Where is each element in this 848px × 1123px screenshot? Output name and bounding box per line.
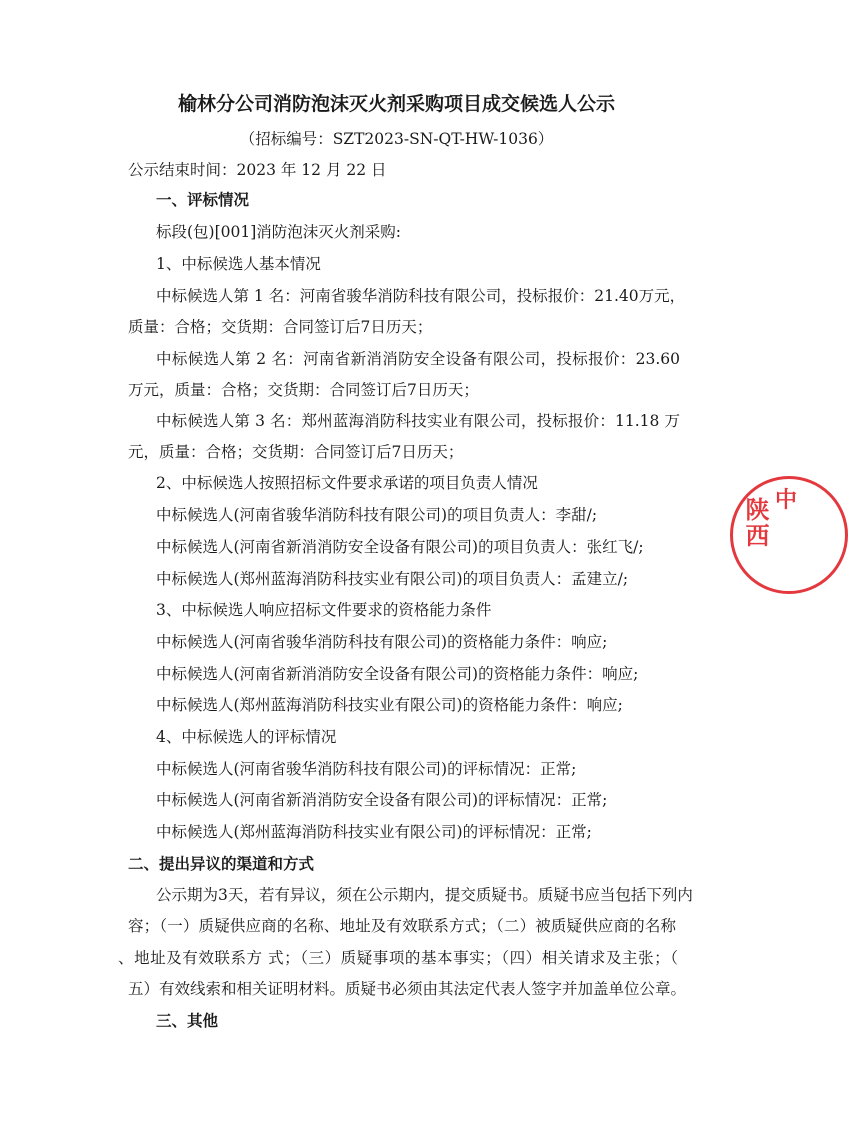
evaluation-2: 中标候选人(河南省新消消防安全设备有限公司)的评标情况：正常; [156, 791, 608, 809]
project-manager-3: 中标候选人(郑州蓝海消防科技实业有限公司)的项目负责人：孟建立/; [156, 570, 629, 588]
objection-line-2: 容；（一）质疑供应商的名称、地址及有效联系方式；（二）被质疑供应商的名称 [128, 917, 676, 935]
candidate-3-line-2: 元，质量：合格；交货期：合同签订后7日历天； [128, 443, 464, 461]
section-heading-other: 三、其他 [156, 1012, 219, 1030]
candidate-3-line-1: 中标候选人第 3 名：郑州蓝海消防科技实业有限公司，投标报价：11.18 万 [156, 412, 680, 430]
project-manager-2: 中标候选人(河南省新消消防安全设备有限公司)的项目负责人：张红飞/; [156, 538, 644, 556]
subheading-basic-info: 1、中标候选人基本情况 [156, 255, 321, 273]
project-manager-1: 中标候选人(河南省骏华消防科技有限公司)的项目负责人：李甜/; [156, 506, 598, 524]
lot-line: 标段(包)[001]消防泡沫灭火剂采购: [156, 223, 401, 241]
qualification-2: 中标候选人(河南省新消消防安全设备有限公司)的资格能力条件：响应; [156, 665, 639, 683]
subheading-qualification: 3、中标候选人响应招标文件要求的资格能力条件 [156, 601, 492, 619]
subheading-evaluation-status: 4、中标候选人的评标情况 [156, 728, 337, 746]
objection-line-4: 五）有效线索和相关证明材料。质疑书必须由其法定代表人签字并加盖单位公章。 [128, 980, 687, 998]
qualification-3: 中标候选人(郑州蓝海消防科技实业有限公司)的资格能力条件：响应; [156, 696, 623, 714]
evaluation-1: 中标候选人(河南省骏华消防科技有限公司)的评标情况：正常; [156, 760, 577, 778]
candidate-1-line-1: 中标候选人第 1 名：河南省骏华消防科技有限公司，投标报价：21.40万元， [156, 287, 686, 305]
section-heading-evaluation: 一、评标情况 [156, 191, 250, 209]
objection-line-1: 公示期为3天，若有异议，须在公示期内，提交质疑书。质疑书应当包括下列内 [156, 886, 693, 904]
section-heading-objection: 二、提出异议的渠道和方式 [128, 855, 315, 873]
candidate-1-line-2: 质量：合格；交货期：合同签订后7日历天； [128, 318, 433, 336]
candidate-2-line-1: 中标候选人第 2 名：河南省新消消防安全设备有限公司，投标报价：23.60 [156, 350, 680, 368]
subheading-project-manager: 2、中标候选人按照招标文件要求承诺的项目负责人情况 [156, 474, 538, 492]
tender-number: （招标编号：SZT2023-SN-QT-HW-1036） [239, 130, 554, 148]
objection-line-3: 、地址及有效联系方 式；（三）质疑事项的基本事实；（四）相关请求及主张；（ [118, 949, 678, 967]
candidate-2-line-2: 万元，质量：合格；交货期：合同签订后7日历天； [128, 381, 479, 399]
qualification-1: 中标候选人(河南省骏华消防科技有限公司)的资格能力条件：响应; [156, 633, 608, 651]
seal-text-top: 中 [775, 488, 798, 513]
evaluation-3: 中标候选人(郑州蓝海消防科技实业有限公司)的评标情况：正常; [156, 823, 592, 841]
official-seal [730, 476, 848, 594]
document-title: 榆林分公司消防泡沫灭火剂采购项目成交候选人公示 [177, 93, 615, 115]
seal-text-vertical: 陕西 [741, 497, 769, 549]
announcement-end-time: 公示结束时间：2023 年 12 月 22 日 [128, 161, 387, 179]
